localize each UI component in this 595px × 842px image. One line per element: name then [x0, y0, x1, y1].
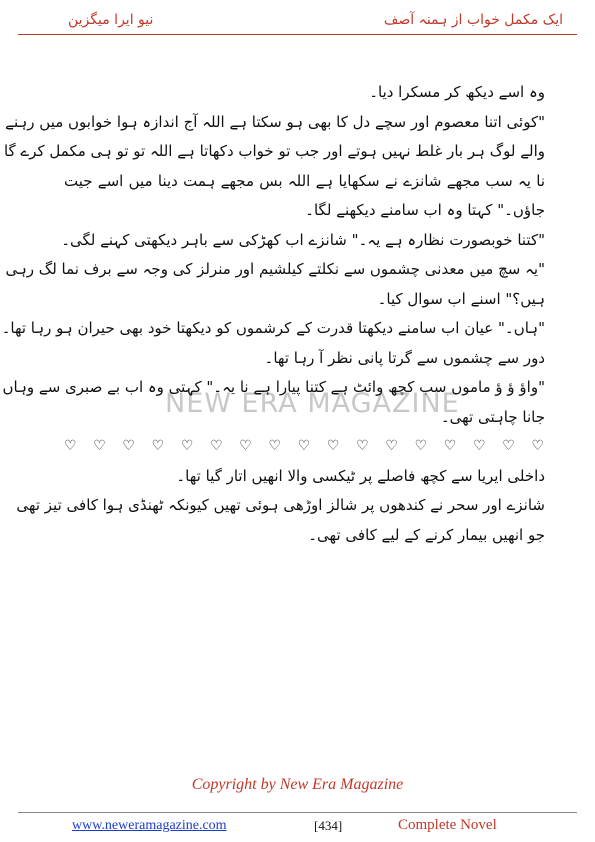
footer-divider — [18, 812, 577, 813]
body-line: والے لوگ ہر بار غلط نہیں ہوتے اور جب تو خواب دکھاتا ہے اللہ تو تو ہی مکمل کرے گا — [3, 142, 545, 160]
body-line: "واؤ ؤ ؤ ماموں سب کچھ وائٹ ہے کتنا پیارا ہے نا یہ۔" کہتی وہ اب بے صبری سے وہاں — [2, 378, 545, 396]
body-line: ہیں؟" اسنے اب سوال کیا۔ — [377, 289, 545, 308]
body-line: "کوئی اتنا معصوم اور سچے دل کا بھی ہو سکتا ہے اللہ آج اندازہ ہوا خوابوں میں رہنے — [5, 112, 545, 131]
heart-separator: ♡♡♡♡♡♡♡♡♡♡♡♡♡♡♡♡♡ — [64, 438, 545, 454]
footer-label: Complete Novel — [398, 817, 497, 833]
watermark: NEW ERA MAGAZINE — [165, 388, 460, 419]
body-line: جانا چاہتی تھی۔ — [440, 407, 545, 426]
website-link[interactable]: www.neweramagazine.com — [72, 818, 227, 833]
body-line: شانزے اور سحر نے کندھوں پر شالز اوڑھی ہوئی تھیں کیونکہ ٹھنڈی ہوا کافی تیز تھی — [16, 496, 545, 514]
body-line: "یہ سچ میں معدنی چشموں سے نکلتے کیلشیم اور منرلز کی وجہ سے برف نما لگ رہی — [5, 260, 545, 278]
magazine-name: نیو ایرا میگزین — [68, 12, 154, 28]
header-divider — [18, 34, 577, 35]
novel-title: ایک مکمل خواب از ہمنہ آصف — [383, 12, 563, 28]
body-line: وہ اسے دیکھ کر مسکرا دیا۔ — [369, 83, 545, 101]
body-line: نا یہ سب مجھے شانزے نے سکھایا ہے اللہ بس مجھے ہمت دینا میں اسے جیت — [64, 171, 545, 190]
body-line: "ہاں۔" عیان اب سامنے دیکھتا قدرت کے کرشموں کو دیکھتا خود بھی حیران ہو رہا تھا۔ — [1, 319, 545, 337]
page-number: [434] — [314, 818, 343, 833]
body-line: جو انھیں بیمار کرنے کے لیے کافی تھی۔ — [308, 525, 545, 544]
page-body — [1, 78, 545, 550]
body-line: "کتنا خوبصورت نظارہ ہے یہ۔" شانزے اب کھڑکی سے باہر دیکھتی کہنے لگی۔ — [61, 230, 545, 249]
body-line: داخلی ایریا سے کچھ فاصلے پر ٹیکسی والا انھیں اتار گیا تھا۔ — [176, 466, 545, 485]
body-line: دور سے چشموں سے گرتا پانی نظر آ رہا تھا۔ — [264, 348, 545, 367]
page-header — [18, 10, 577, 36]
body-line: جاؤں۔" کہتا وہ اب سامنے دیکھنے لگا۔ — [305, 201, 545, 219]
copyright-notice: Copyright by New Era Magazine — [191, 776, 404, 793]
